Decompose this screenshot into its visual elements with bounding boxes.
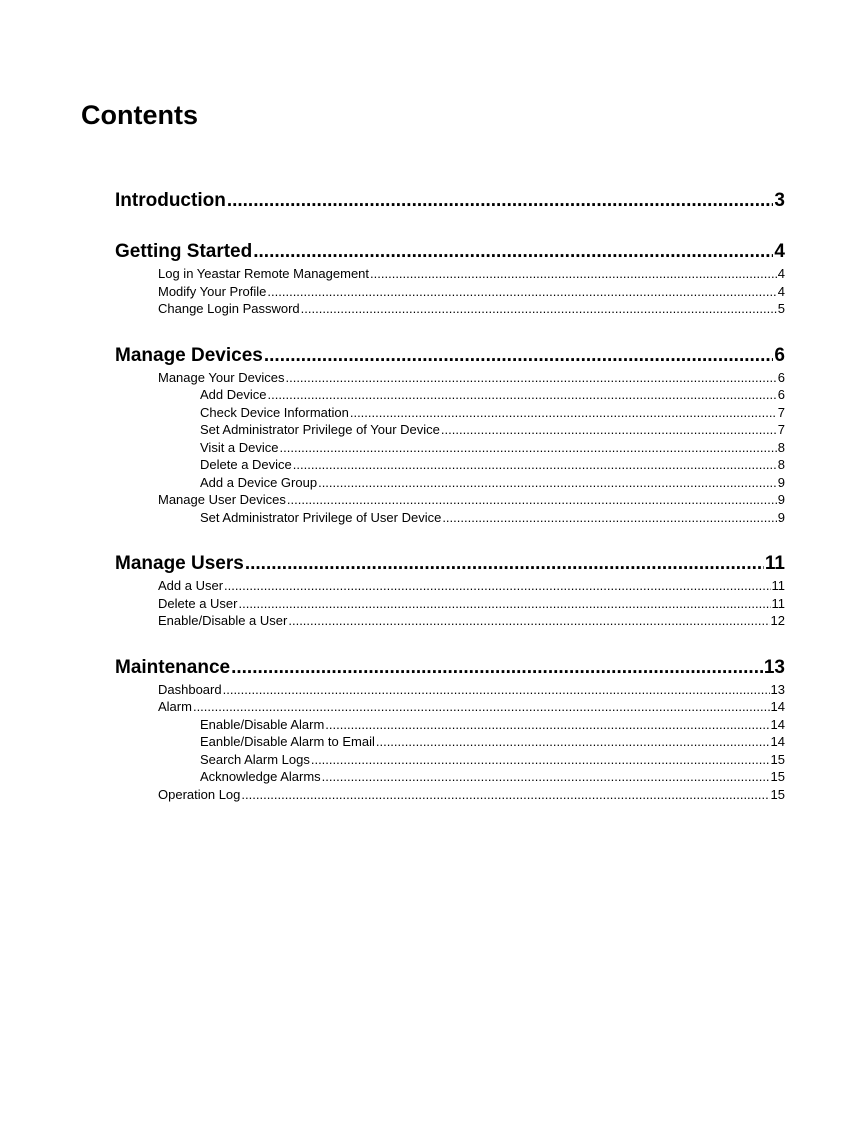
toc-entry-label: Delete a Device	[200, 457, 292, 472]
dot-leader	[241, 786, 769, 804]
table-of-contents	[115, 188, 785, 803]
toc-entry-label: Getting Started	[115, 241, 253, 262]
toc-entry-page: 6	[777, 369, 785, 385]
toc-entry-page: 3	[774, 190, 785, 211]
dot-leader	[193, 698, 770, 716]
toc-entry-page: 14	[770, 734, 785, 749]
toc-section-manage-users	[115, 551, 785, 630]
toc-entry-enable-disable-alarm-email[interactable]	[115, 733, 785, 751]
dot-leader	[264, 343, 774, 369]
dot-leader	[311, 751, 770, 769]
toc-entry-page: 4	[774, 241, 785, 262]
toc-entry-add-device[interactable]	[115, 386, 785, 404]
toc-entry-maintenance[interactable]	[115, 655, 785, 681]
page-title: Contents	[81, 100, 198, 130]
toc-entry-label: Check Device Information	[200, 404, 349, 420]
toc-entry-check-device-info[interactable]	[115, 404, 785, 422]
dot-leader	[238, 595, 770, 613]
toc-entry-log-in[interactable]	[115, 265, 785, 283]
dot-leader	[224, 577, 770, 595]
toc-entry-label: Enable/Disable a User	[158, 613, 288, 628]
toc-entry-page: 7	[777, 404, 785, 420]
dot-leader	[287, 491, 777, 509]
toc-entry-label: Add Device	[200, 387, 267, 402]
toc-entry-set-admin-privilege-your-device[interactable]	[115, 421, 785, 439]
dot-leader	[322, 768, 770, 786]
toc-entry-label: Search Alarm Logs	[200, 751, 310, 767]
toc-entry-label: Manage Users	[115, 553, 244, 574]
toc-entry-page: 7	[777, 422, 785, 437]
dot-leader	[350, 404, 777, 422]
toc-entry-page: 15	[770, 769, 785, 784]
toc-entry-page: 11	[771, 595, 785, 611]
toc-entry-page: 9	[777, 509, 785, 525]
dot-leader	[288, 612, 769, 630]
toc-entry-manage-user-devices[interactable]	[115, 491, 785, 509]
toc-entry-page: 11	[771, 578, 785, 593]
toc-entry-dashboard[interactable]	[115, 681, 785, 699]
toc-entry-alarm[interactable]	[115, 698, 785, 716]
dot-leader	[370, 265, 777, 283]
toc-entry-change-password[interactable]	[115, 300, 785, 318]
toc-entry-page: 15	[770, 751, 785, 767]
toc-entry-enable-disable-user[interactable]	[115, 612, 785, 630]
toc-entry-modify-profile[interactable]	[115, 283, 785, 301]
toc-entry-label: Enable/Disable Alarm	[200, 716, 325, 732]
toc-entry-page: 9	[777, 474, 785, 490]
dot-leader	[267, 386, 776, 404]
toc-entry-manage-users[interactable]	[115, 551, 785, 577]
toc-entry-label: Manage Your Devices	[158, 369, 285, 385]
toc-entry-add-user[interactable]	[115, 577, 785, 595]
toc-section-getting-started	[115, 239, 785, 318]
toc-entry-page: 4	[777, 283, 785, 299]
toc-entry-label: Add a User	[158, 578, 224, 593]
dot-leader	[376, 733, 770, 751]
toc-entry-operation-log[interactable]	[115, 786, 785, 804]
dot-leader	[245, 551, 764, 577]
toc-entry-label: Visit a Device	[200, 439, 279, 455]
toc-entry-page: 8	[777, 457, 785, 472]
toc-entry-page: 12	[770, 613, 785, 628]
toc-entry-page: 11	[764, 553, 785, 574]
dot-leader	[285, 369, 776, 387]
dot-leader	[267, 283, 776, 301]
toc-entry-manage-devices[interactable]	[115, 343, 785, 369]
toc-entry-page: 5	[777, 301, 785, 316]
toc-entry-page: 4	[777, 266, 785, 281]
toc-entry-manage-your-devices[interactable]	[115, 369, 785, 387]
toc-entry-page: 13	[763, 656, 785, 678]
toc-entry-acknowledge-alarms[interactable]	[115, 768, 785, 786]
dot-leader	[231, 655, 763, 681]
toc-entry-page: 9	[777, 492, 785, 507]
toc-section-manage-devices	[115, 343, 785, 527]
dot-leader	[280, 439, 777, 457]
dot-leader	[325, 716, 769, 734]
dot-leader	[227, 188, 774, 214]
toc-section-introduction	[115, 188, 785, 214]
toc-entry-introduction[interactable]	[115, 188, 785, 214]
toc-entry-label: Set Administrator Privilege of User Device	[200, 509, 442, 525]
toc-entry-label: Dashboard	[158, 681, 222, 697]
toc-entry-page: 6	[777, 387, 785, 402]
toc-entry-label: Eanble/Disable Alarm to Email	[200, 734, 375, 749]
toc-entry-set-admin-privilege-user-device[interactable]	[115, 509, 785, 527]
toc-entry-label: Delete a User	[158, 595, 238, 611]
toc-section-maintenance	[115, 655, 785, 804]
dot-leader	[293, 456, 777, 474]
dot-leader	[318, 474, 777, 492]
dot-leader	[442, 509, 776, 527]
toc-entry-visit-device[interactable]	[115, 439, 785, 457]
toc-entry-label: Introduction	[115, 190, 226, 211]
toc-entry-label: Maintenance	[115, 656, 231, 678]
toc-entry-label: Acknowledge Alarms	[200, 769, 321, 784]
toc-entry-label: Log in Yeastar Remote Management	[158, 266, 370, 281]
toc-entry-label: Alarm	[158, 699, 192, 714]
toc-entry-delete-device[interactable]	[115, 456, 785, 474]
dot-leader	[301, 300, 777, 318]
toc-entry-label: Change Login Password	[158, 301, 300, 316]
toc-entry-delete-user[interactable]	[115, 595, 785, 613]
toc-entry-page: 15	[770, 786, 785, 802]
toc-entry-add-device-group[interactable]	[115, 474, 785, 492]
toc-entry-label: Manage Devices	[115, 344, 263, 366]
toc-entry-label: Set Administrator Privilege of Your Device	[200, 422, 440, 437]
toc-entry-page: 6	[774, 344, 785, 366]
toc-entry-enable-disable-alarm[interactable]	[115, 716, 785, 734]
toc-entry-getting-started[interactable]	[115, 239, 785, 265]
dot-leader	[223, 681, 770, 699]
toc-entry-label: Modify Your Profile	[158, 283, 267, 299]
toc-entry-page: 14	[770, 699, 785, 714]
toc-entry-page: 13	[770, 681, 785, 697]
toc-entry-page: 8	[777, 439, 785, 455]
dot-leader	[253, 239, 773, 265]
dot-leader	[441, 421, 777, 439]
toc-entry-page: 14	[770, 716, 785, 732]
toc-entry-search-alarm-logs[interactable]	[115, 751, 785, 769]
toc-entry-label: Manage User Devices	[158, 492, 286, 507]
toc-entry-label: Operation Log	[158, 786, 241, 802]
toc-entry-label: Add a Device Group	[200, 474, 318, 490]
